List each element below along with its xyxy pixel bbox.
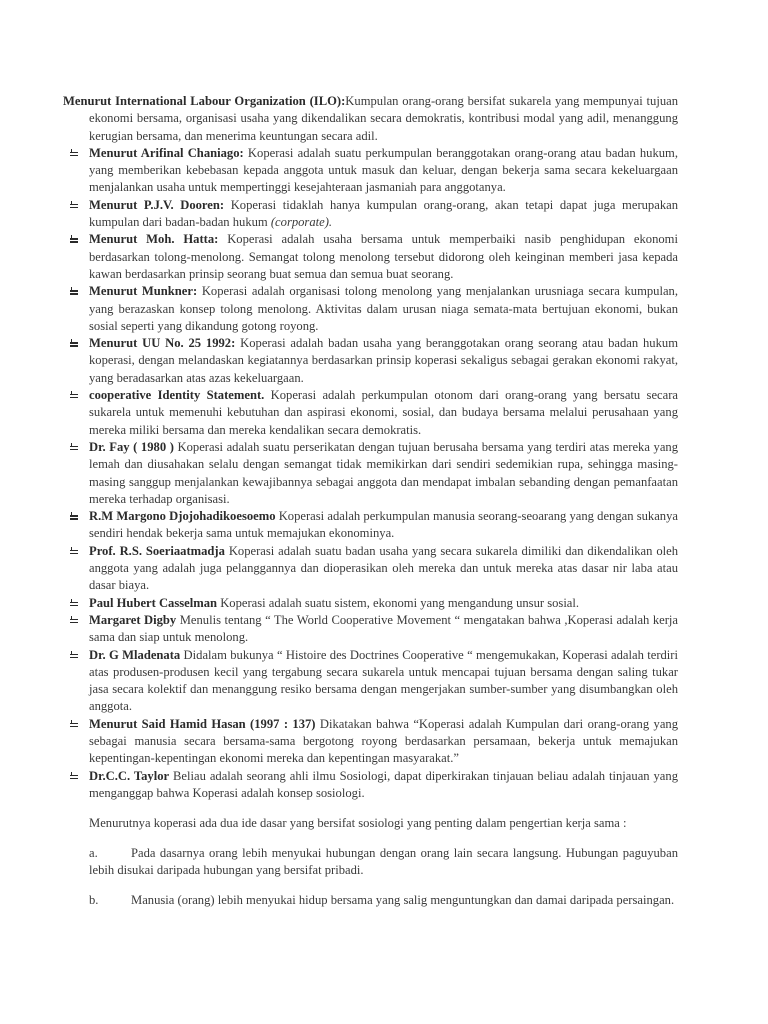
definition-text: Koperasi adalah badan usaha yang beranggotakan orang seorang atau badan hukum koperasi, dengan melandaskan kegiatannya berdasarkan prinsip koperasi sekaligus sebagai gerakan ekonomi rakyat, yang beradasarkan atas azas kekeluargaan. [89,336,678,385]
point-label: b. [89,892,99,907]
closing-point-a [89,845,678,880]
definition-pjv-dooren [89,197,678,232]
definition-cooperative-identity [89,387,678,439]
definition-text: Koperasi adalah suatu perkumpulan beranggotakan orang-orang atau badan hukum, yang memberikan kebebasan kepada anggota untuk masuk dan keluar, dengan bekerja sama secara kekeluargaan menjalankan usaha untuk mempertinggi kesejahteraan jasmaniah para anggotanya. [89,145,678,195]
closing-point-b [89,892,678,909]
list-bullet-icon [70,198,79,208]
closing-paragraph: Menurutnya koperasi ada dua ide dasar yang bersifat sosiologi yang penting dalam pengertian kerja sama : [89,815,627,830]
definition-author: Menurut Arifinal Chaniago: [89,145,244,160]
list-bullet-icon [70,717,79,727]
definition-said-hamid-hasan [89,716,678,768]
list-bullet-icon [70,648,79,658]
point-text: Manusia (orang) lebih menyukai hidup bersama yang salig menguntungkan dan damai daripada persaingan. [131,892,675,907]
definition-text: Koperasi adalah organisasi tolong menolong yang menjalankan urusniaga secara kumpulan, yang berazaskan konsep tolong menolong. Aktivitas dalam urusan niaga semata-mata bertujuan ekonomi, bukan sosial seperti yang dikandung gotong royong. [89,284,678,333]
definition-text: Koperasi adalah usaha bersama untuk memperbaiki nasib penghidupan ekonomi berdasarkan tolong-menolong. Semangat tolong menolong tersebut didorong oleh keinginan memberi jasa kepada kawan berdasarkan prinsip seorang buat semua dan semua buat seorang. [89,232,678,281]
definition-text: Koperasi adalah suatu sistem, ekonomi yang mengandung unsur sosial. [217,595,580,610]
definition-author: Prof. R.S. Soeriaatmadja [89,543,225,558]
list-bullet-icon [70,146,79,156]
definition-text: Kumpulan orang-orang bersifat sukarela yang mempunyai tujuan ekonomi bersama, organisasi usaha yang dikendalikan secara demokratis, kontribusi modal yang adil, menanggung kerugian bersama, dan menerima keuntungan secara adil. [89,94,678,143]
definition-author: Dr. Fay ( 1980 ) [89,439,174,454]
definition-text: Koperasi tidaklah hanya kumpulan orang-orang, akan tetapi dapat juga merupakan kumpulan dari badan-badan hukum [89,197,679,230]
point-label: a. [89,845,98,860]
definition-text: Didalam bukunya “ Histoire des Doctrines Cooperative “ mengemukakan, Koperasi adalah terdiri atas produsen-produsen kecil yang tergabung secara sukarela untuk mencapai tujuan bersama dengan saling tukar jasa secara kolektif dan menanggung resiko bersama dengan mengerjakan sumber-sumber yang disumbangkan oleh anggota. [89,647,678,714]
definition-author: Paul Hubert Casselman [89,595,218,610]
definition-text: Menulis tentang “ The World Cooperative Movement “ mengatakan bahwa ,Koperasi adalah kerja sama dan siap untuk menolong. [89,612,678,645]
definition-author: Menurut Moh. Hatta: [89,232,219,247]
definition-text: Beliau adalah seorang ahli ilmu Sosiologi, dapat diperkirakan tinjauan beliau adalah tinjauan yang menganggap bahwa Koperasi adalah konsep sosiologi. [89,768,678,800]
definition-author: Margaret Digby [89,612,177,627]
definition-author: Menurut Munkner: [89,284,198,299]
definition-taylor [89,768,678,803]
definition-munkner [89,283,678,335]
definition-text: Koperasi adalah suatu perserikatan dengan tujuan berusaha bersama yang terdiri atas mereka yang lemah dan diusahakan selalu dengan semangat tidak memikirkan dari sendiri sedemikian rupa, sehingga masing-masing sanggup menjalankan kewajibannya sebagai anggota dan mendapat imbalan sebanding dengan pemanfaatan mereka terhadap organisasi. [89,439,679,506]
list-bullet-icon [70,509,79,519]
definition-margono [89,508,678,543]
definition-author: R.M Margono Djojohadikoesoemo [89,509,276,524]
definition-moh-hatta [89,231,678,283]
document-page [0,93,768,922]
definition-author: Menurut Said Hamid Hasan (1997 : 137) [89,716,316,731]
definition-author: Menurut UU No. 25 1992: [89,336,236,351]
definition-author: Menurut International Labour Organization (ILO): [63,94,346,108]
definition-author: Dr. G Mladenata [89,647,181,662]
definition-uu-25-1992 [89,335,678,387]
list-bullet-icon [70,544,79,554]
list-bullet-icon [70,440,79,450]
definition-dr-fay [89,439,678,508]
list-bullet-icon [70,596,79,606]
definition-soeriaatmadja [89,543,678,595]
definition-ilo [63,93,678,145]
definition-text: Koperasi adalah perkumpulan otonom dari orang-orang yang bersatu secara sukarela untuk memenuhi kebutuhan dan aspirasi ekonomi, sosial, dan budaya bersama melalui perusahaan yang mereka miliki bersama dan mereka kendalikan secara demokratis. [89,388,679,437]
list-bullet-icon [70,336,79,346]
list-bullet-icon [70,769,79,779]
definition-text: Dikatakan bahwa “Koperasi adalah Kumpulan dari orang-orang yang sebagai manusia secara bersama-sama bergotong royong berdasarkan persamaan, bekerja untuk memajukan kepentingan-kepentingan ekonomi mereka dan kepentingan masyarakat.” [89,716,678,766]
definition-digby [89,612,678,647]
definition-emphasis: (corporate). [270,215,333,230]
definition-text: Koperasi adalah suatu badan usaha yang secara sukarela dimiliki dan dikendalikan oleh anggota yang adalah juga pelanggannya dan dioperasikan oleh mereka dan untuk mereka atas dasar nir laba atau dasar biaya. [89,543,679,593]
definition-arifinal-chaniago [89,145,678,197]
list-bullet-icon [70,388,79,398]
definition-mladenata [89,647,678,716]
point-text: Pada dasarnya orang lebih menyukai hubungan dengan orang lain secara langsung. Hubungan paguyuban lebih disukai daripada hubungan yang bersifat pribadi. [89,845,678,877]
list-bullet-icon [70,284,79,294]
list-bullet-icon [70,232,79,242]
definition-author: cooperative Identity Statement. [89,388,265,403]
definition-author: Dr.C.C. Taylor [89,768,170,783]
definition-author: Menurut P.J.V. Dooren: [89,197,225,212]
definition-casselman [89,595,678,612]
list-bullet-icon [70,613,79,623]
definition-text: Koperasi adalah perkumpulan manusia seorang-seoarang yang dengan sukanya sendiri hendak bekerja sama untuk memajukan ekonominya. [89,509,678,541]
